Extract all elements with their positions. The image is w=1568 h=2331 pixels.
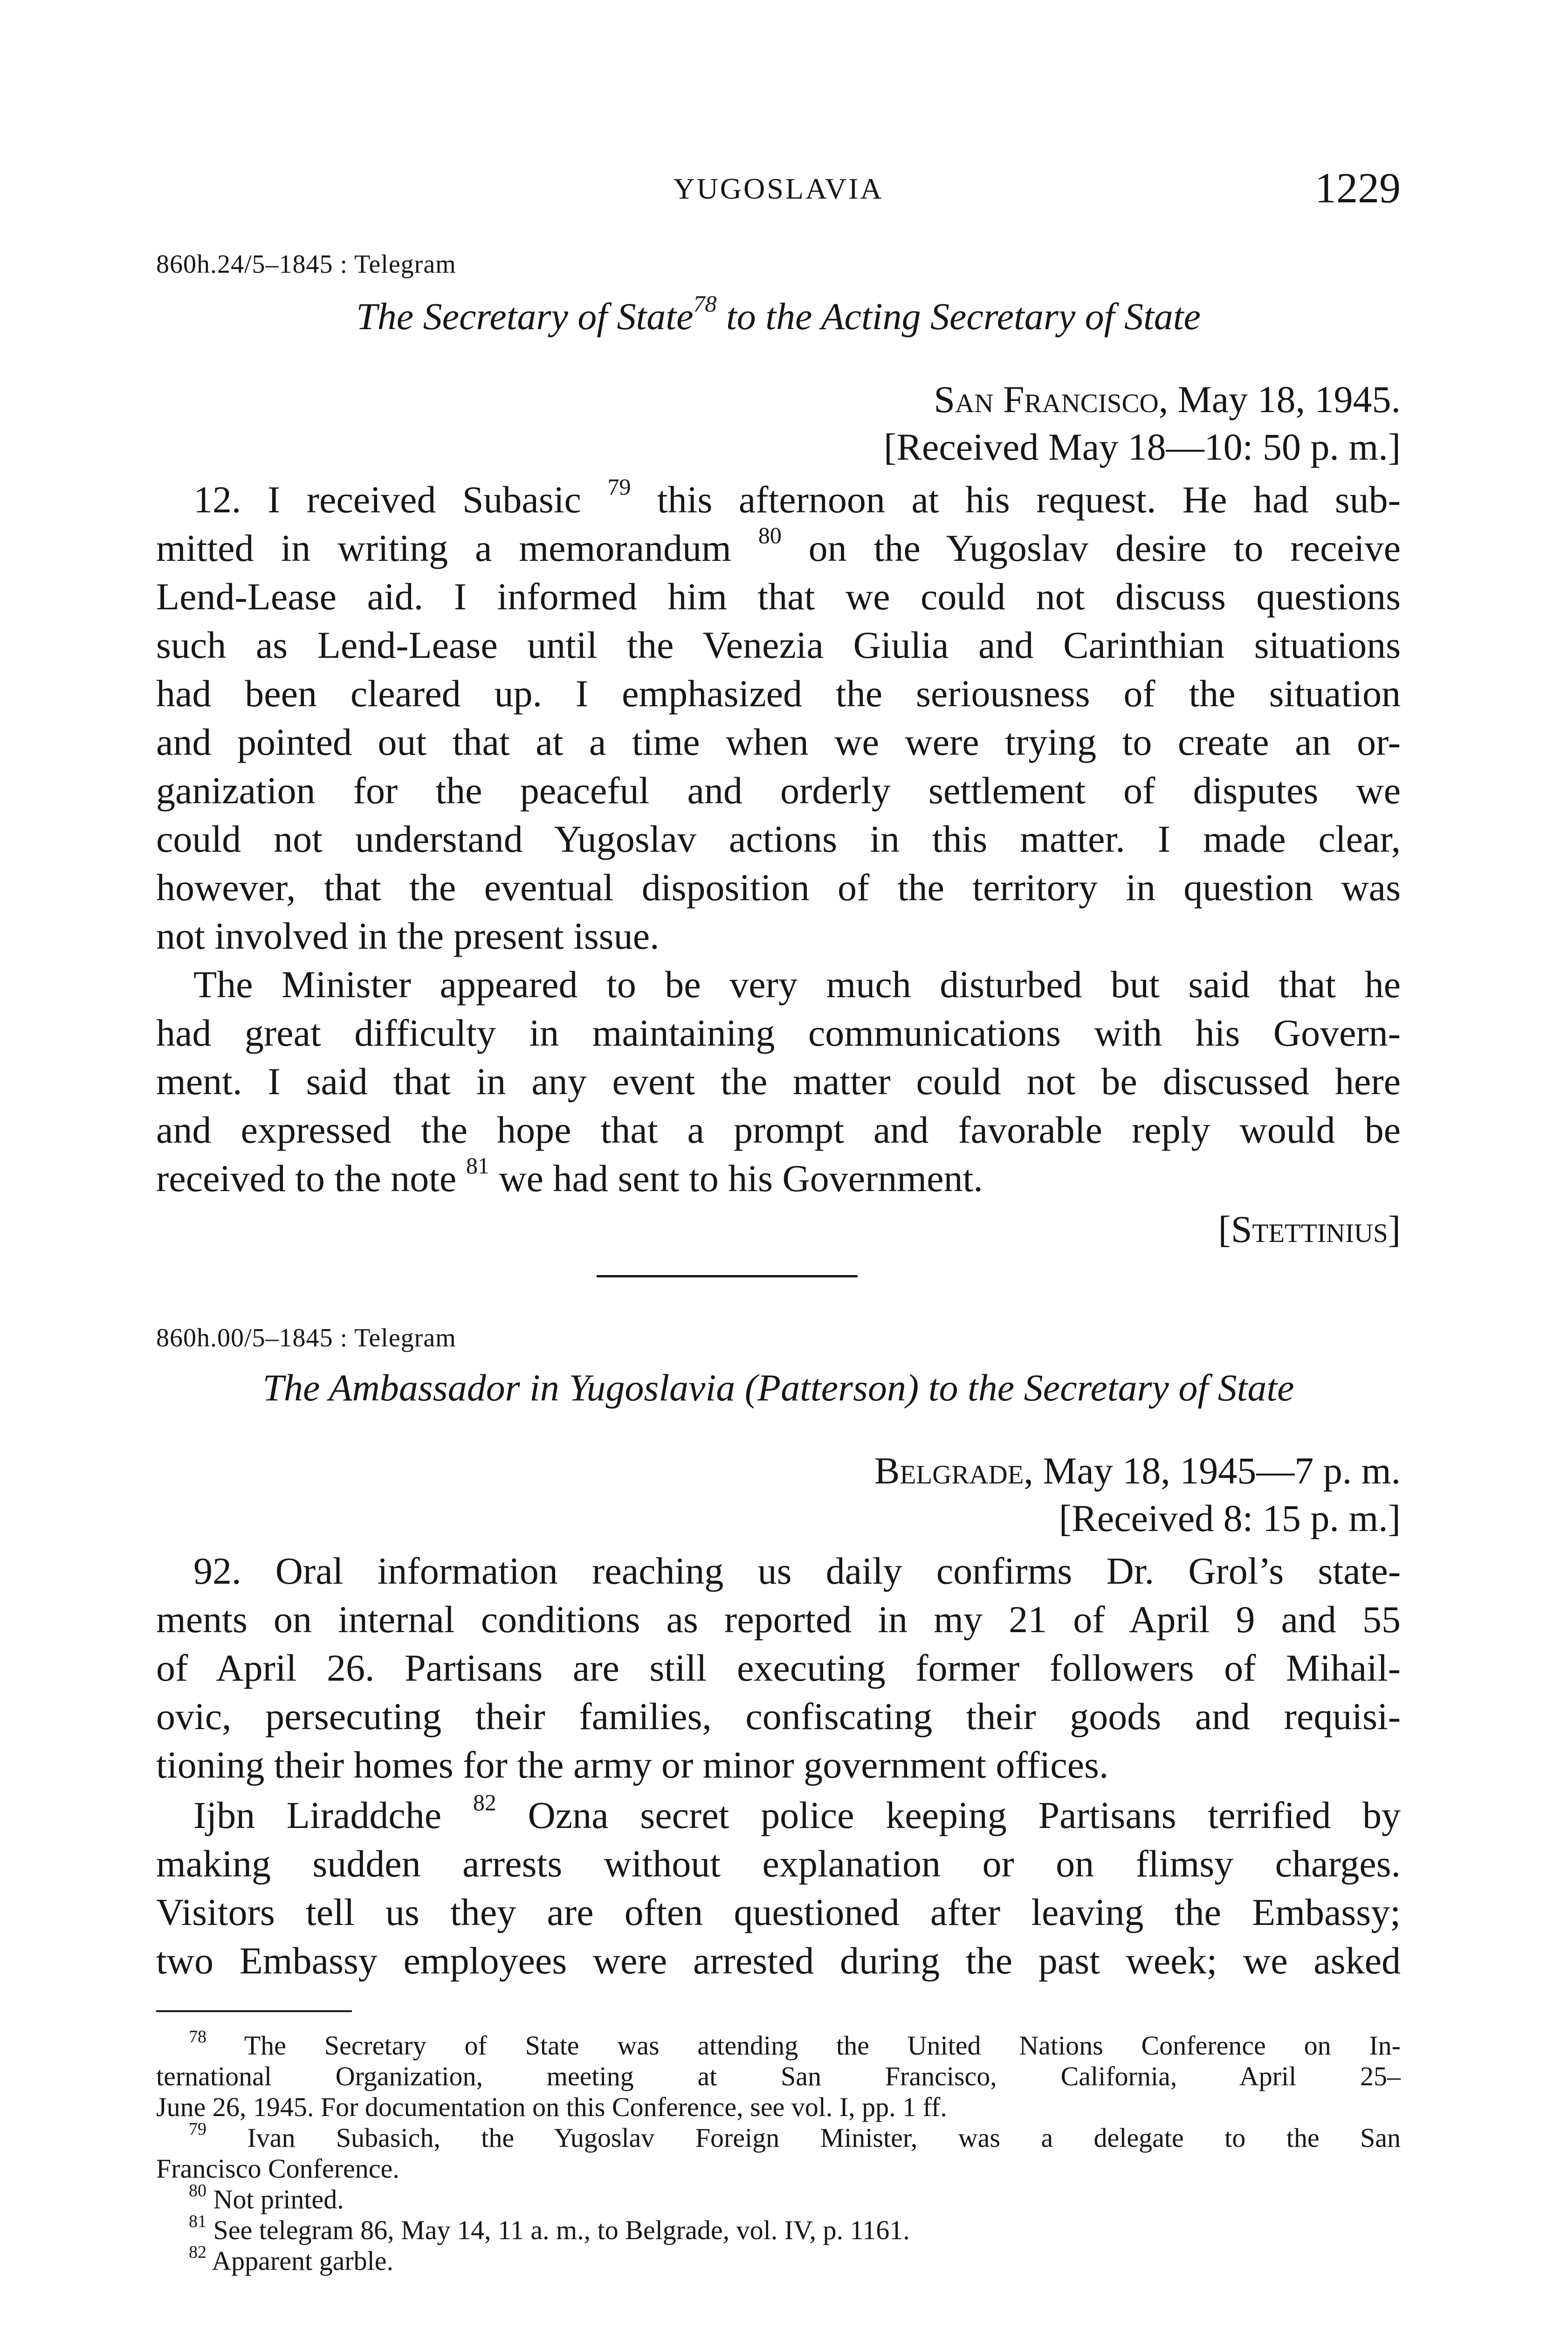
text-line: mitted in writing a memorandum $^{80}$ on the Yugoslav desire to receive (156, 522, 1401, 569)
file-reference: 860h.00/5–1845 : Telegram (156, 1324, 456, 1352)
text-line: Ijbn Liraddche $^{82}$ Ozna secret police keeping Partisans terrified by (193, 1789, 1401, 1836)
section-divider (597, 1275, 858, 1277)
footnote-line: $^{80}$ Not printed. (189, 2181, 344, 2214)
footnote-number: 79 (189, 2119, 206, 2139)
text-line: and pointed out that at a time when we were trying to create an or- (156, 721, 1401, 763)
text-line: Visitors tell us they are often questioned after leaving the Embassy; (156, 1891, 1401, 1933)
text-line: ovic, persecuting their families, confiscating their goods and requisi- (156, 1695, 1401, 1738)
text-line: The Minister appeared to be very much disturbed but said that he (193, 963, 1401, 1006)
footnote-ref: 82 (473, 1789, 496, 1815)
document-title: The Ambassador in Yugoslavia (Patterson) to the Secretary of State (262, 1366, 1294, 1409)
dateline: Belgrade, May 18, 1945—7 p. m. (874, 1449, 1401, 1492)
text-line: of April 26. Partisans are still executing former followers of Mihail- (156, 1647, 1401, 1689)
signature: [Stettinius] (1218, 1208, 1401, 1250)
footnote-ref: 79 (607, 474, 631, 500)
footnote-number: 78 (189, 2027, 206, 2047)
file-reference: 860h.24/5–1845 : Telegram (156, 250, 456, 279)
page-number: 1229 (1315, 164, 1401, 212)
text-line: two Embassy employees were arrested during the past week; we asked (156, 1939, 1401, 1982)
text-line: 92. Oral information reaching us daily confirms Dr. Grol’s state- (193, 1550, 1401, 1592)
footnote-ref: 80 (758, 522, 782, 548)
received-line: [Received May 18—10: 50 p. m.] (883, 426, 1401, 468)
dateline-place: Belgrade (874, 1449, 1024, 1492)
footnote-line: $^{81}$ See telegram 86, May 14, 11 a. m., to Belgrade, vol. IV, p. 1161. (189, 2212, 910, 2245)
footnote-line: $^{82}$ Apparent garble. (189, 2242, 394, 2276)
paragraph (156, 960, 1401, 1203)
text-line: received to the note $^{81}$ we had sent to his Government. (156, 1152, 983, 1200)
footnote-ref: 78 (693, 290, 717, 317)
footnote-ref: 81 (466, 1152, 489, 1179)
running-title: YUGOSLAVIA (673, 172, 884, 205)
text-line: making sudden arrests without explanation or on flimsy charges. (156, 1842, 1401, 1885)
text-line: ments on internal conditions as reported in my 21 of April 9 and 55 (156, 1598, 1401, 1641)
text-line: Lend-Lease aid. I informed him that we could not discuss questions (156, 575, 1401, 618)
running-header (156, 163, 1401, 210)
text-line: had been cleared up. I emphasized the seriousness of the situation (156, 672, 1401, 715)
footnote-number: 82 (189, 2242, 206, 2262)
text-line: ganization for the peaceful and orderly settlement of disputes we (156, 769, 1401, 812)
footnote-line: $^{79}$ Ivan Subasich, the Yugoslav Foreign Minister, was a delegate to the San (189, 2119, 1401, 2153)
footnote-divider (156, 2010, 352, 2012)
text-line: and expressed the hope that a prompt and favorable reply would be (156, 1109, 1401, 1151)
paragraph (156, 1547, 1401, 1789)
footnote-line: June 26, 1945. For documentation on this Conference, see vol. I, pp. 1 ff. (156, 2092, 947, 2122)
text-line: tioning their homes for the army or minor government offices. (156, 1744, 1109, 1786)
footnote-number: 81 (189, 2212, 206, 2231)
text-line: 12. I received Subasic $^{79}$ this afternoon at his request. He had sub- (193, 474, 1401, 521)
footnote-line: Francisco Conference. (156, 2153, 399, 2184)
document-title: The Secretary of State$^{78}$ to the Acting Secretary of State (356, 290, 1201, 338)
footnote-number: 80 (189, 2181, 206, 2200)
text-line: not involved in the present issue. (156, 915, 660, 957)
paragraph (156, 1791, 1401, 1985)
text-line: could not understand Yugoslav actions in this matter. I made clear, (156, 818, 1401, 860)
dateline-place: San Francisco (934, 378, 1159, 421)
text-line: had great difficulty in maintaining communications with his Govern- (156, 1012, 1401, 1054)
footnote-line: ternational Organization, meeting at San Francisco, California, April 25– (156, 2061, 1401, 2091)
footnotes (156, 2027, 1401, 2276)
dateline: San Francisco, May 18, 1945. (934, 378, 1401, 421)
text-line: such as Lend-Lease until the Venezia Giulia and Carinthian situations (156, 624, 1401, 666)
received-line: [Received 8: 15 p. m.] (1059, 1497, 1401, 1539)
text-line: however, that the eventual disposition of the territory in question was (156, 866, 1401, 909)
text-line: ment. I said that in any event the matter could not be discussed here (156, 1060, 1401, 1103)
paragraph (156, 476, 1401, 960)
footnote-line: $^{78}$ The Secretary of State was attending the United Nations Conference on In- (189, 2027, 1401, 2061)
